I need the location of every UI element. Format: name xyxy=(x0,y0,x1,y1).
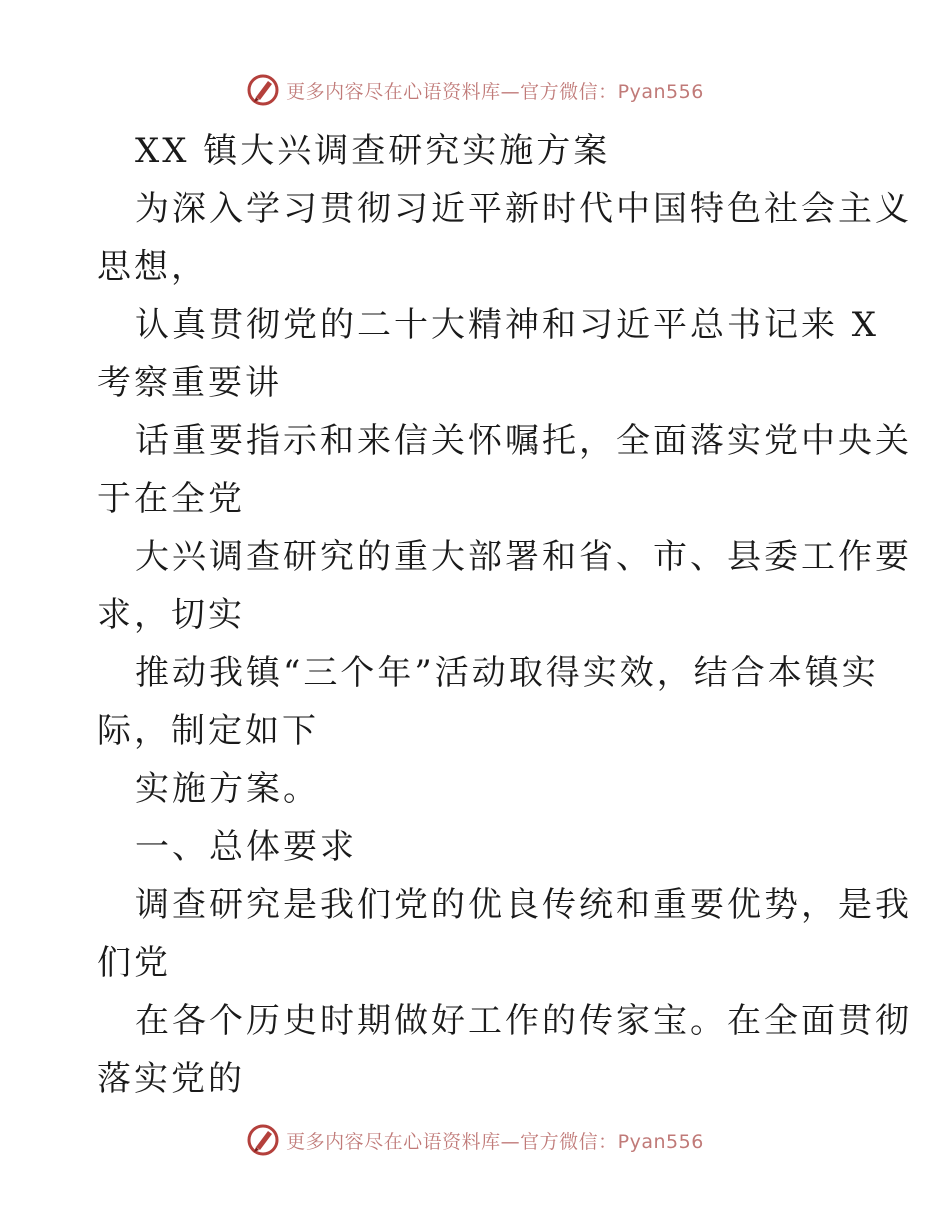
text-line: 话重要指示和来信关怀嘱托，全面落实党中央关 xyxy=(135,421,912,461)
pen-logo-icon xyxy=(246,1123,280,1157)
document-body xyxy=(97,122,912,1108)
text-line: 大兴调查研究的重大部署和省、市、县委工作要 xyxy=(135,537,912,577)
pen-logo-icon xyxy=(246,73,280,107)
text-line: 落实党的 xyxy=(97,1059,245,1099)
text-line: 们党 xyxy=(97,943,171,983)
text-line: 考察重要讲 xyxy=(97,363,282,403)
text-line: 实施方案。 xyxy=(135,769,320,809)
watermark-text: 更多内容尽在心语资料库—官方微信：Pyan556 xyxy=(286,80,704,103)
text-line: 际，制定如下 xyxy=(97,711,319,751)
section-heading: 一、总体要求 xyxy=(135,827,357,867)
watermark-text: 更多内容尽在心语资料库—官方微信：Pyan556 xyxy=(286,1130,704,1153)
text-line: 推动我镇“三个年”活动取得实效，结合本镇实 xyxy=(135,653,879,693)
text-line: 在各个历史时期做好工作的传家宝。在全面贯彻 xyxy=(135,1001,912,1041)
document-title: XX 镇大兴调查研究实施方案 xyxy=(135,131,611,171)
header-watermark xyxy=(0,70,950,110)
footer-watermark xyxy=(0,1120,950,1160)
text-line: 为深入学习贯彻习近平新时代中国特色社会主义 xyxy=(135,189,912,229)
text-line: 思想， xyxy=(97,247,208,287)
text-line: 求，切实 xyxy=(97,595,245,635)
text-line: 调查研究是我们党的优良传统和重要优势，是我 xyxy=(135,885,912,925)
text-line: 于在全党 xyxy=(97,479,245,519)
text-line: 认真贯彻党的二十大精神和习近平总书记来 X xyxy=(135,305,880,345)
